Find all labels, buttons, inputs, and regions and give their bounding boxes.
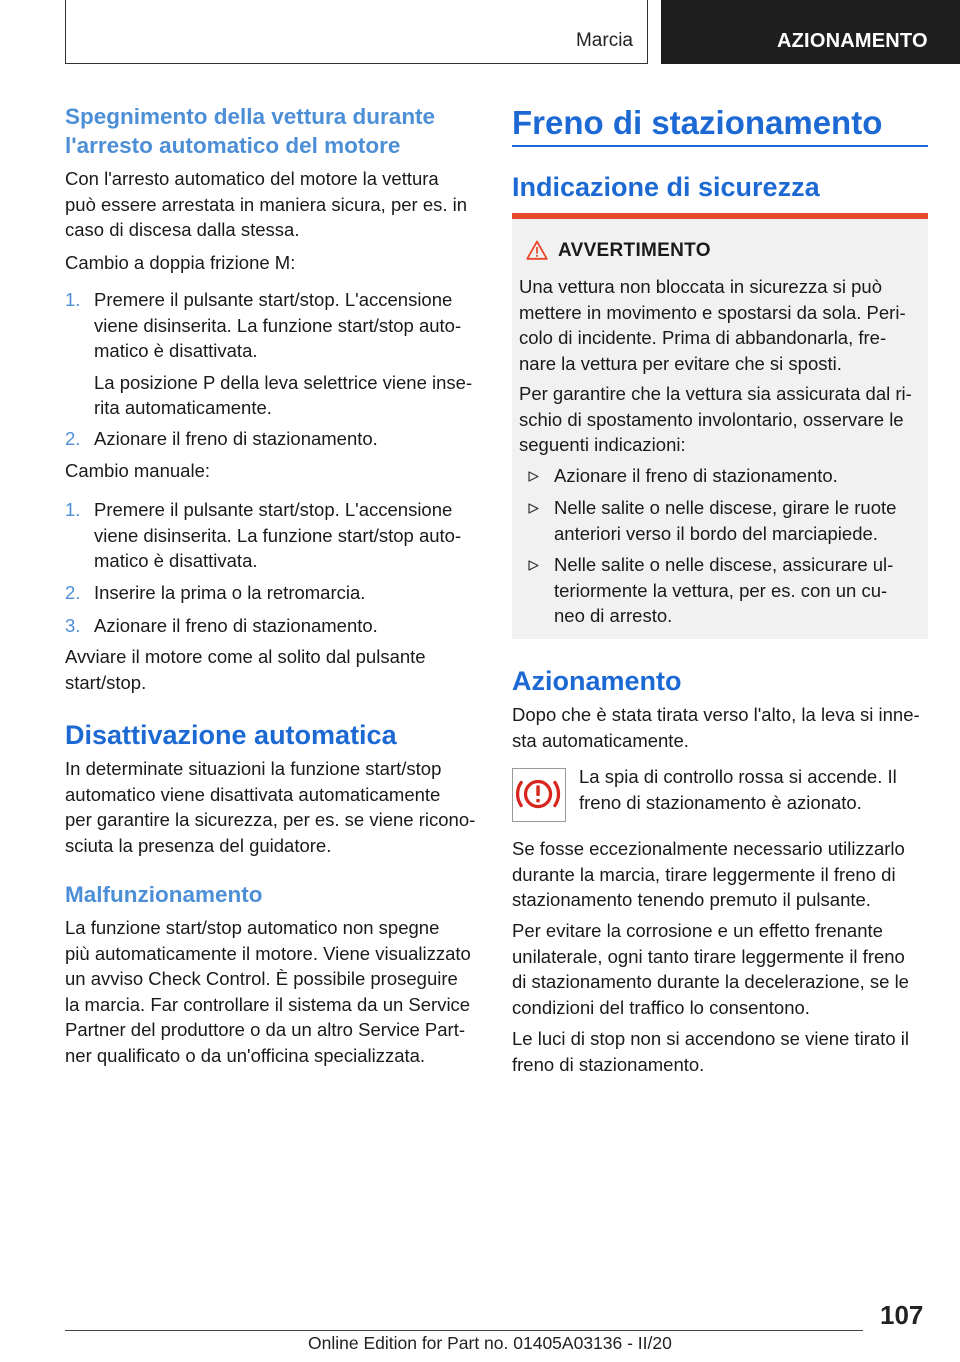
header-chapter-title: AZIONAMENTO	[777, 30, 928, 52]
bullet-triangle-icon	[528, 503, 539, 514]
header-section-title: Marcia	[575, 30, 633, 51]
header-chapter-tab	[661, 0, 960, 64]
heading-spegnimento: Spegnimento della vettura durante l'arresto automatico del motore	[65, 104, 436, 158]
paragraph-manual: Cambio manuale:	[65, 460, 210, 481]
footer-edition: Online Edition for Part no. 01405A03136 - II/20	[308, 1333, 672, 1353]
list-item: 1. Premere il pulsante start/stop. L'accensione viene disinserita. La funzione start/stop auto‐ matico è disattivata. La posizione P della leva selettrice viene inse‐ rita automaticamente.	[65, 289, 473, 418]
paragraph-intro: Con l'arresto automatico del motore la vettura può essere arrestata in maniera sicura, per es. in caso di discesa dalla stessa.	[65, 168, 468, 240]
paragraph-malfunzionamento: La funzione start/stop automatico non spegne più automaticamente il motore. Viene visualizzato un avviso Check Control. È possibile proseguire la marcia. Far controllare il sistema da un Service Partner del produttore o da un altro Service Part‐ ner qualificato o da un'officina specializzata.	[65, 917, 471, 1066]
paragraph-dct: Cambio a doppia frizione M:	[65, 252, 296, 273]
bullet-triangle-icon	[528, 471, 539, 482]
warning-title: AVVERTIMENTO	[558, 240, 711, 261]
list-item: 2. Inserire la prima o la retromarcia.	[65, 582, 366, 603]
page-number: 107	[880, 1300, 924, 1330]
heading-indicazione-sicurezza: Indicazione di sicurezza	[512, 172, 820, 202]
bullet-triangle-icon	[528, 560, 539, 571]
heading-freno-stazionamento: Freno di stazionamento	[512, 104, 883, 141]
parking-brake-lamp-box	[512, 768, 566, 822]
footer-rule	[65, 1330, 863, 1331]
paragraph-restart: Avviare il motore come al solito dal pulsante start/stop.	[65, 646, 426, 693]
paragraph-luci-stop: Le luci di stop non si accendono se viene tirato il freno di stazionamento.	[512, 1028, 909, 1075]
warning-box	[512, 213, 928, 639]
paragraph-lamp: La spia di controllo rossa si accende. Il freno di stazionamento è azionato.	[579, 766, 897, 813]
list-item: 1. Premere il pulsante start/stop. L'accensione viene disinserita. La funzione start/stop auto‐ matico è disattivata.	[65, 499, 462, 571]
list-item: Nelle salite o nelle discese, girare le ruote anteriori verso il bordo del marciapiede.	[519, 495, 918, 546]
heading-disattivazione: Disattivazione automatica	[65, 720, 397, 750]
list-item: 2. Azionare il freno di stazionamento.	[65, 428, 378, 449]
parking-brake-warning-lamp-icon	[513, 769, 565, 821]
heading-underline	[512, 145, 928, 147]
paragraph-azionamento: Dopo che è stata tirata verso l'alto, la leva si inne‐ sta automaticamente.	[512, 704, 920, 751]
header-section-box	[65, 0, 648, 64]
heading-malfunzionamento: Malfunzionamento	[65, 882, 263, 907]
warning-triangle-icon	[526, 240, 548, 260]
paragraph-corrosione: Per evitare la corrosione e un effetto frenante unilaterale, ogni tanto tirare leggermente il freno di stazionamento durante la decelerazione, se le condizioni del traffico lo consentono.	[512, 920, 909, 1018]
list-item: Azionare il freno di stazionamento.	[519, 463, 918, 489]
list-item: 3. Azionare il freno di stazionamento.	[65, 615, 378, 636]
paragraph-disattivazione: In determinate situazioni la funzione start/stop automatico viene disattivata automaticamente per garantire la sicurezza, per es. se viene ricono‐ sciuta la presenza del guidatore.	[65, 758, 476, 856]
warning-accent-bar	[512, 213, 928, 219]
heading-azionamento: Azionamento	[512, 666, 682, 696]
warning-paragraph-2: Per garantire che la vettura sia assicurata dal ri‐ schio di spostamento involontario, osservare le seguenti indicazioni:	[519, 383, 912, 455]
list-item: Nelle salite o nelle discese, assicurare ul‐ teriormente la vettura, per es. con un cu‐ neo di arresto.	[519, 552, 918, 629]
warning-paragraph-1: Una vettura non bloccata in sicurezza si può mettere in movimento e spostarsi da sola. Peri‐ colo di incidente. Prima di abbandonarla, fre‐ nare la vettura per evitare che si sposti.	[519, 276, 906, 374]
paragraph-marcia: Se fosse eccezionalmente necessario utilizzarlo durante la marcia, tirare leggermente il freno di stazionamento tenendo premuto il pulsante.	[512, 838, 905, 910]
